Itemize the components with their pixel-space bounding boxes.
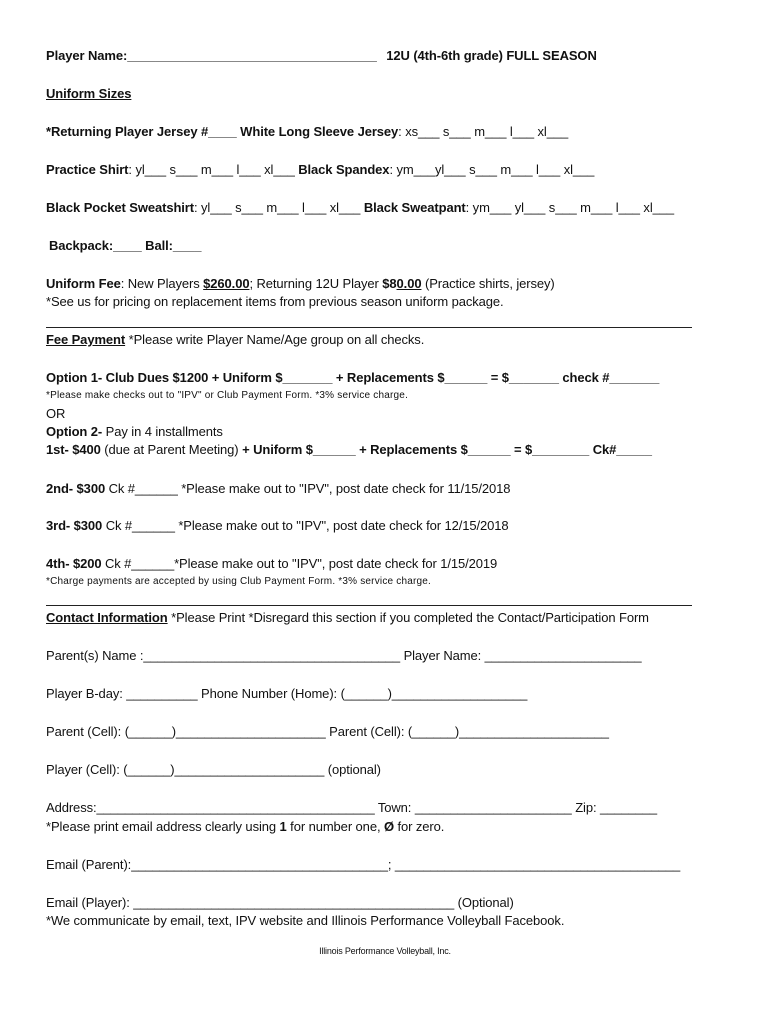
option2-line: [46, 424, 223, 439]
black-spandex-label: Black Spandex: [298, 162, 390, 177]
sweatshirt-sweatpant-row[interactable]: [46, 200, 674, 215]
uniform-fee-note: *See us for pricing on replacement items from previous season uniform package.: [46, 294, 504, 309]
footer-text: Illinois Performance Volleyball, Inc.: [319, 946, 451, 956]
backpack-ball-row[interactable]: Backpack:____ Ball:____: [49, 238, 202, 253]
option2-text: Pay in 4 installments: [102, 424, 223, 439]
email-note-text-b: for number one,: [286, 819, 384, 834]
email-note: [46, 819, 444, 834]
communicate-note: *We communicate by email, text, IPV website and Illinois Performance Volleyball Facebook.: [46, 913, 565, 928]
fee-payment-heading: Fee Payment: [46, 332, 126, 347]
installment-1-tail[interactable]: + Uniform $______ + Replacements $______ = $________ Ck#_____: [242, 442, 652, 457]
jersey-row[interactable]: [46, 124, 568, 139]
option2-label: Option 2-: [46, 424, 103, 439]
jersey-label: *Returning Player Jersey #____ White Long Sleeve Jersey: [46, 124, 399, 139]
player-name-label: Player Name:: [46, 48, 128, 63]
address-field[interactable]: Address:_______________________________________ Town: ______________________ Zip: ________: [46, 800, 658, 815]
header-line: [46, 48, 597, 63]
installment-2-text[interactable]: Ck #______ *Please make out to "IPV", post date check for 11/15/2018: [105, 481, 511, 496]
installment-2[interactable]: [46, 481, 510, 496]
email-note-zero: Ø: [383, 819, 394, 834]
uniform-fee-text-a: : New Players: [120, 276, 204, 291]
contact-instruction: *Please Print *Disregard this section if you completed the Contact/Participation Form: [167, 610, 649, 625]
email-note-text-c: for zero.: [394, 819, 445, 834]
sweatshirt-sizes[interactable]: : yl___ s___ m___ l___ xl___: [194, 200, 364, 215]
returning-amount-underlined: 0.00: [396, 276, 422, 291]
black-spandex-sizes[interactable]: : ym___yl___ s___ m___ l___ xl___: [389, 162, 595, 177]
contact-heading-line: [46, 610, 649, 625]
bday-phone-field[interactable]: Player B-day: __________ Phone Number (Home): (______)___________________: [46, 686, 528, 701]
installment-2-label: 2nd- $300: [46, 481, 106, 496]
player-name-blank[interactable]: ___________________________________: [127, 48, 377, 63]
installment-3[interactable]: [46, 518, 509, 533]
section-divider: [46, 605, 692, 606]
email-player-field[interactable]: Email (Player): _____________________________________________ (Optional): [46, 895, 514, 910]
contact-heading: Contact Information: [46, 610, 168, 625]
installment-1[interactable]: [46, 442, 652, 457]
player-cell-field[interactable]: Player (Cell): (______)_____________________ (optional): [46, 762, 381, 777]
installment-4-label: 4th- $200: [46, 556, 102, 571]
or-label: OR: [46, 406, 66, 421]
sweatpant-sizes[interactable]: : ym___ yl___ s___ m___ l___ xl___: [465, 200, 675, 215]
section-divider: [46, 327, 692, 328]
parents-name-field[interactable]: Parent(s) Name :____________________________________ Player Name: ______________________: [46, 648, 642, 663]
season-title: 12U (4th-6th grade) FULL SEASON: [386, 48, 597, 63]
email-parent-field[interactable]: Email (Parent):____________________________________; ________________________________________: [46, 857, 681, 872]
uniform-sizes-heading: Uniform Sizes: [46, 86, 132, 101]
practice-shirt-label: Practice Shirt: [46, 162, 129, 177]
uniform-fee-text-b: ; Returning 12U Player: [249, 276, 383, 291]
installment-4[interactable]: [46, 556, 497, 571]
option1-line[interactable]: Option 1- Club Dues $1200 + Uniform $_______ + Replacements $______ = $_______ check #_______: [46, 370, 660, 385]
installment-4-text[interactable]: Ck #______*Please make out to "IPV", post date check for 1/15/2019: [101, 556, 498, 571]
installment-3-label: 3rd- $300: [46, 518, 103, 533]
installment-3-text[interactable]: Ck #______ *Please make out to "IPV", post date check for 12/15/2018: [102, 518, 509, 533]
uniform-fee-label: Uniform Fee: [46, 276, 121, 291]
email-note-one: 1: [279, 819, 287, 834]
fee-payment-line: [46, 332, 424, 347]
uniform-fee-line: [46, 276, 555, 291]
returning-amount-prefix: $8: [382, 276, 397, 291]
practice-shirt-sizes[interactable]: : yl___ s___ m___ l___ xl___: [128, 162, 299, 177]
shirt-spandex-row[interactable]: [46, 162, 594, 177]
uniform-fee-text-c: (Practice shirts, jersey): [421, 276, 555, 291]
charge-note: *Charge payments are accepted by using Club Payment Form. *3% service charge.: [46, 576, 432, 587]
new-player-amount: $260.00: [203, 276, 250, 291]
sweatshirt-label: Black Pocket Sweatshirt: [46, 200, 194, 215]
email-note-text-a: *Please print email address clearly using: [46, 819, 280, 834]
installment-1-label: 1st- $400: [46, 442, 101, 457]
jersey-sizes[interactable]: : xs___ s___ m___ l___ xl___: [398, 124, 569, 139]
sweatpant-label: Black Sweatpant: [363, 200, 466, 215]
option1-note: *Please make checks out to "IPV" or Club Payment Form. *3% service charge.: [46, 390, 409, 401]
installment-1-text: (due at Parent Meeting): [100, 442, 243, 457]
fee-payment-instruction: *Please write Player Name/Age group on all checks.: [125, 332, 425, 347]
parent-cell-field[interactable]: Parent (Cell): (______)_____________________ Parent (Cell): (______)_____________________: [46, 724, 609, 739]
